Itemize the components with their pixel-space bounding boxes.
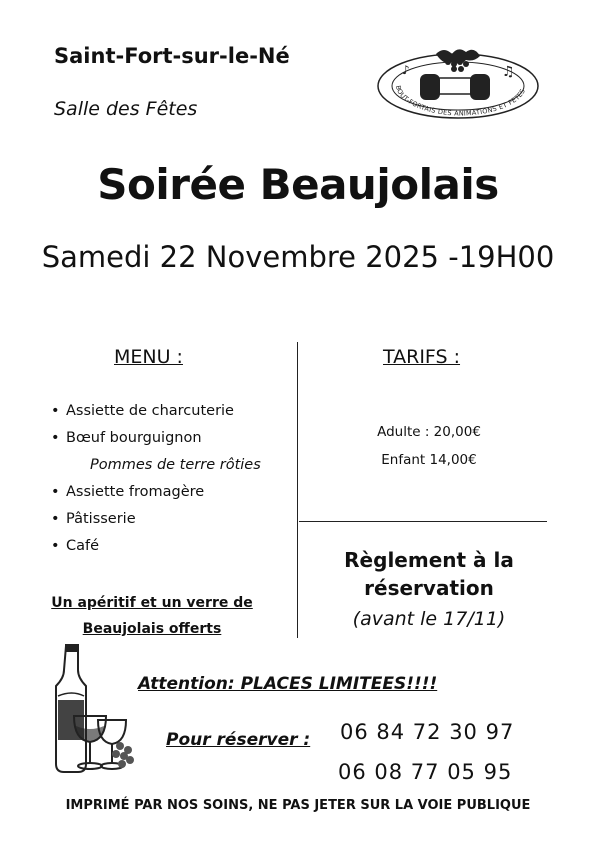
price-adult: Adulte : 20,00€ — [377, 424, 481, 440]
bullet-icon: • — [51, 403, 60, 419]
bullet-icon: • — [51, 430, 60, 446]
bullet-icon: • — [51, 484, 60, 500]
price-child: Enfant 14,00€ — [381, 452, 477, 468]
menu-item-label: Café — [66, 538, 100, 554]
menu-item-label: Bœuf bourguignon — [66, 430, 202, 446]
association-logo-grapes-icon — [374, 40, 540, 120]
svg-text:BOUT-FORTAIS DES ANIMATIONS ET: BOUT-FORTAIS DES ANIMATIONS ET FETES — [393, 84, 527, 118]
page-title: Soirée Beaujolais — [97, 160, 499, 209]
column-divider — [297, 342, 298, 638]
menu-item-label: Assiette de charcuterie — [66, 403, 234, 419]
menu-item — [50, 535, 261, 562]
menu-item — [50, 481, 261, 508]
menu-item-label: Pommes de terre rôties — [90, 457, 261, 473]
payment-terms: Règlement à la réservation — [344, 548, 514, 600]
phone-number-2: 06 08 77 05 95 — [338, 760, 513, 784]
menu-list — [50, 400, 261, 562]
venue-name: Salle des Fêtes — [54, 98, 198, 120]
menu-item-label: Pâtisserie — [66, 511, 136, 527]
reserve-label: Pour réserver : — [166, 730, 311, 750]
svg-text:♪: ♪ — [402, 63, 410, 77]
places-limited-notice: Attention: PLACES LIMITEES!!!! — [138, 674, 438, 694]
menu-heading: MENU : — [114, 346, 183, 368]
town-name: Saint-Fort-sur-le-Né — [54, 44, 290, 68]
offer-note: Un apéritif et un verre de Beaujolais offerts — [51, 595, 253, 637]
menu-item-sub — [50, 454, 261, 481]
phone-number-1: 06 84 72 30 97 — [340, 720, 515, 744]
bullet-icon: • — [51, 511, 60, 527]
bullet-icon: • — [51, 538, 60, 554]
print-footer: IMPRIMÉ PAR NOS SOINS, NE PAS JETER SUR LA VOIE PUBLIQUE — [65, 798, 531, 813]
payment-deadline: (avant le 17/11) — [352, 608, 506, 630]
menu-item — [50, 400, 261, 427]
event-date: Samedi 22 Novembre 2025 -19H00 — [41, 240, 555, 274]
wine-bottle-glasses-grapes-icon — [44, 640, 136, 780]
menu-item-label: Assiette fromagère — [66, 484, 205, 500]
section-divider — [299, 521, 547, 522]
menu-item — [50, 427, 261, 454]
menu-item — [50, 508, 261, 535]
tarifs-heading: TARIFS : — [383, 346, 461, 368]
svg-text:♫: ♫ — [502, 64, 515, 80]
